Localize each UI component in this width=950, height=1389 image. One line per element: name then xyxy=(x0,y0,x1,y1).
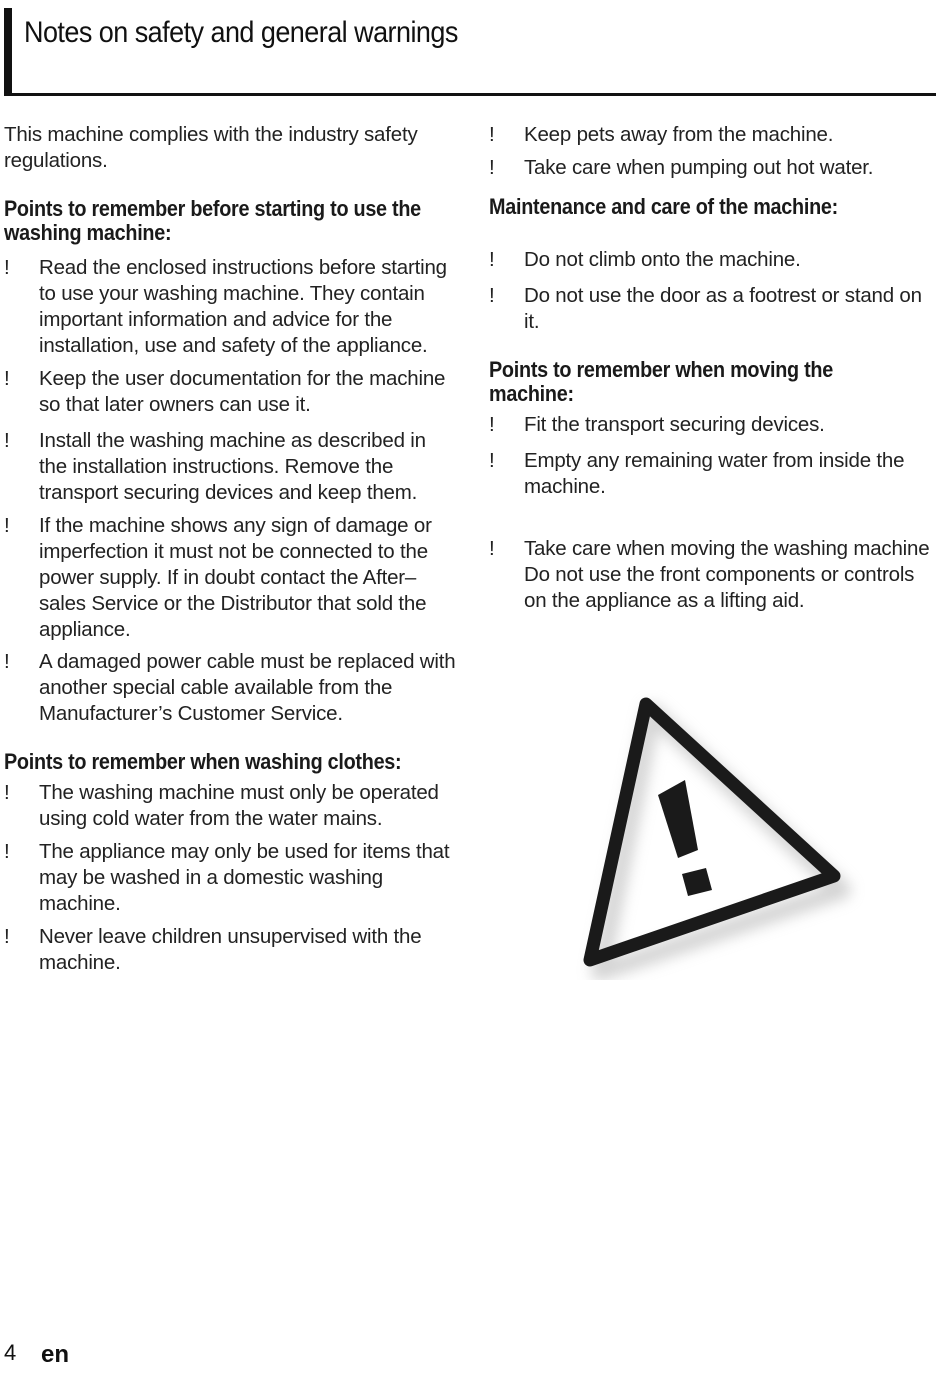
exclamation-bullet: ! xyxy=(489,537,495,560)
right-column xyxy=(489,122,939,614)
exclamation-bullet: ! xyxy=(4,429,10,452)
warning-triangle-icon xyxy=(570,690,870,980)
list-item xyxy=(489,122,939,148)
intro-text: This machine complies with the industry safety regulations. xyxy=(4,123,418,172)
page-header xyxy=(4,8,936,96)
exclamation-bullet: ! xyxy=(489,413,495,436)
list-item xyxy=(489,448,939,500)
list-item-text: Do not use the door as a footrest or stand on it. xyxy=(524,284,922,333)
list-item xyxy=(489,412,939,438)
list-item xyxy=(4,255,456,359)
left-column xyxy=(4,122,456,976)
exclamation-bullet: ! xyxy=(4,925,10,948)
section-maintenance xyxy=(489,195,939,335)
list-item-text: Empty any remaining water from inside the machine. xyxy=(524,449,905,498)
section-moving xyxy=(489,358,939,614)
list-item-text: Do not climb onto the machine. xyxy=(524,248,801,271)
list-item xyxy=(489,155,939,181)
exclamation-bullet: ! xyxy=(4,840,10,863)
warning-triangle-graphic xyxy=(570,690,870,980)
section-before-start xyxy=(4,197,456,727)
list-item-text: Never leave children unsupervised with the machine. xyxy=(39,925,422,974)
list-item-text: Keep pets away from the machine. xyxy=(524,123,834,146)
list-item-text: Take care when pumping out hot water. xyxy=(524,156,874,179)
exclamation-bullet: ! xyxy=(489,156,495,179)
list-item-text: Take care when moving the washing machine Do not use the front components or controls on the appliance as a lifting aid. xyxy=(524,537,930,612)
exclamation-bullet: ! xyxy=(4,781,10,804)
list-item xyxy=(4,428,456,506)
list-item xyxy=(4,780,456,832)
page-title: Notes on safety and general warnings xyxy=(24,16,458,49)
section-heading: Points to remember when moving the machine: xyxy=(489,357,833,406)
exclamation-bullet: ! xyxy=(489,123,495,146)
exclamation-bullet: ! xyxy=(489,284,495,307)
list-item-text: The appliance may only be used for items that may be washed in a domestic washing machine. xyxy=(39,840,450,915)
list-item-text: The washing machine must only be operated using cold water from the water mains. xyxy=(39,781,439,830)
list-item xyxy=(4,839,456,917)
list-item xyxy=(4,366,456,418)
list-item xyxy=(4,649,456,727)
exclamation-bullet: ! xyxy=(4,367,10,390)
section-washing-continued xyxy=(489,122,939,181)
exclamation-bullet: ! xyxy=(4,514,10,537)
exclamation-bullet: ! xyxy=(489,449,495,472)
list-item-text: Keep the user documentation for the machine so that later owners can use it. xyxy=(39,367,446,416)
page-number: 4 xyxy=(4,1340,17,1365)
list-item-text: Install the washing machine as described in the installation instructions. Remove the transport securing devices and keep them. xyxy=(39,429,426,504)
exclamation-bullet: ! xyxy=(489,248,495,271)
section-heading: Points to remember before starting to use the washing machine: xyxy=(4,196,421,245)
language-code: en xyxy=(41,1341,70,1368)
section-washing xyxy=(4,750,456,976)
list-item-text: A damaged power cable must be replaced with another special cable available from the Manufacturer’s Customer Service. xyxy=(39,650,456,725)
section-heading: Points to remember when washing clothes: xyxy=(4,749,402,774)
header-rule xyxy=(4,93,936,96)
list-item-text: Fit the transport securing devices. xyxy=(524,413,825,436)
section-heading: Maintenance and care of the machine: xyxy=(489,194,838,219)
list-item xyxy=(489,536,939,614)
exclamation-bullet: ! xyxy=(4,256,10,279)
list-item xyxy=(4,924,456,976)
list-item-text: Read the enclosed instructions before starting to use your washing machine. They contain important information and advice for the installation, use and safety of the appliance. xyxy=(39,256,447,357)
header-accent-bar xyxy=(4,8,12,94)
list-item xyxy=(489,247,939,273)
exclamation-bullet: ! xyxy=(4,650,10,673)
list-item-text: If the machine shows any sign of damage or imperfection it must not be connected to the power supply. If in doubt contact the After–sales Service or the Distributor that sold the appliance. xyxy=(39,514,432,641)
list-item xyxy=(489,283,939,335)
list-item xyxy=(4,513,456,643)
